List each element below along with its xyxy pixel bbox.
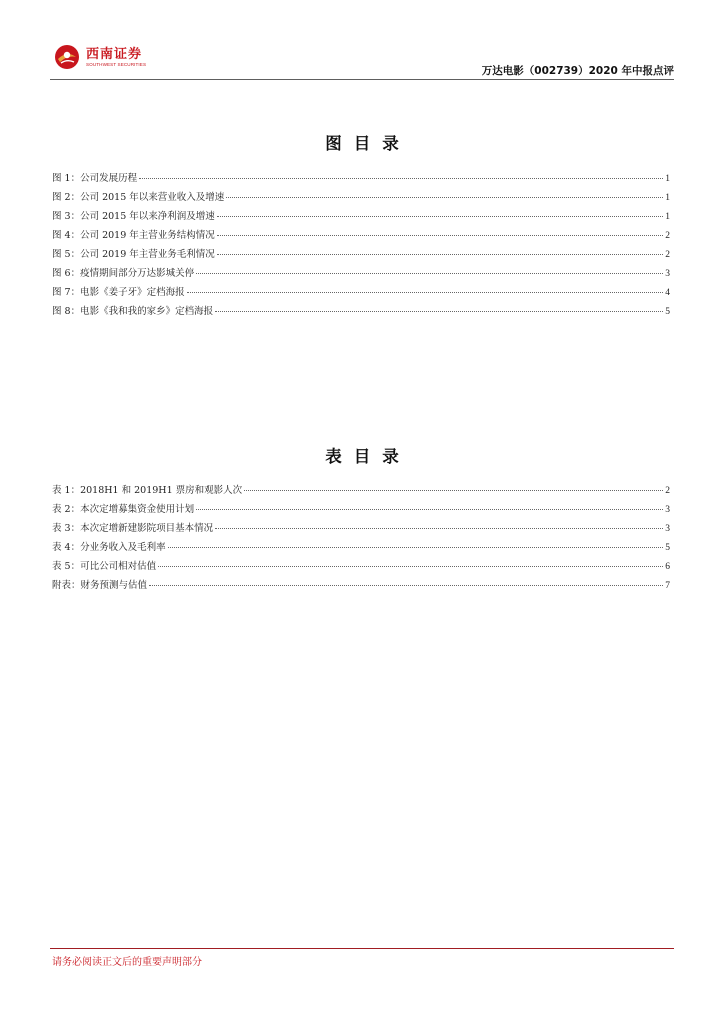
toc-entry-label: 图 2：公司 2015 年以来营业收入及增速: [52, 192, 225, 203]
toc-entry-page: 3: [665, 269, 670, 279]
logo-chinese-name: 西南证券: [86, 46, 143, 62]
toc-entry[interactable]: [52, 303, 670, 322]
toc-entry-label: 图 6：疫情期间部分万达影城关停: [52, 268, 195, 279]
toc-entry-page: 2: [665, 250, 670, 260]
footer-divider: [50, 948, 674, 949]
toc-entry[interactable]: [52, 189, 670, 208]
toc-dot-leader: [187, 292, 664, 293]
toc-entry-label: 图 4：公司 2019 年主营业务结构情况: [52, 230, 215, 241]
toc-entry-page: 2: [665, 486, 670, 496]
tables-toc-title: 表目录: [325, 447, 411, 466]
toc-entry[interactable]: [52, 577, 670, 596]
toc-entry-page: 4: [665, 288, 670, 298]
toc-dot-leader: [168, 547, 664, 548]
logo-english-name: SOUTHWEST SECURITIES: [86, 61, 147, 67]
header-divider: [50, 79, 674, 80]
toc-dot-leader: [196, 509, 663, 510]
toc-entry[interactable]: [52, 520, 670, 539]
toc-entry[interactable]: [52, 208, 670, 227]
toc-entry[interactable]: [52, 170, 670, 189]
toc-entry-page: 3: [665, 524, 670, 534]
report-header-title: 万达电影（002739）2020 年中报点评: [481, 65, 674, 77]
toc-dot-leader: [215, 311, 663, 312]
toc-dot-leader: [217, 216, 663, 217]
toc-dot-leader: [158, 566, 663, 567]
toc-entry-label: 图 7：电影《姜子牙》定档海报: [52, 287, 185, 298]
toc-dot-leader: [226, 197, 663, 198]
tables-toc-list: [52, 482, 670, 596]
footer-disclaimer: 请务必阅读正文后的重要声明部分: [52, 957, 202, 968]
toc-entry-label: 表 3：本次定增新建影院项目基本情况: [52, 523, 214, 534]
toc-entry-label: 表 2：本次定增募集资金使用计划: [52, 504, 195, 515]
toc-entry-page: 5: [665, 543, 670, 553]
toc-entry-label: 图 1：公司发展历程: [52, 173, 138, 184]
toc-dot-leader: [149, 585, 663, 586]
toc-entry[interactable]: [52, 227, 670, 246]
figures-toc-list: [52, 170, 670, 322]
toc-entry-page: 5: [665, 307, 670, 317]
toc-entry[interactable]: [52, 501, 670, 520]
toc-entry-label: 图 3：公司 2015 年以来净利润及增速: [52, 211, 215, 222]
toc-entry[interactable]: [52, 539, 670, 558]
toc-entry-label: 表 5：可比公司相对估值: [52, 561, 157, 572]
toc-entry-label: 图 5：公司 2019 年主营业务毛利情况: [52, 249, 215, 260]
toc-entry-label: 附表：财务预测与估值: [52, 580, 148, 591]
logo-emblem-icon: [54, 44, 80, 70]
figures-toc-title: 图目录: [325, 134, 411, 153]
toc-entry[interactable]: [52, 246, 670, 265]
toc-entry-page: 3: [665, 505, 670, 515]
toc-entry-label: 表 4：分业务收入及毛利率: [52, 542, 166, 553]
toc-dot-leader: [244, 490, 663, 491]
toc-dot-leader: [217, 235, 663, 236]
toc-entry[interactable]: [52, 558, 670, 577]
toc-entry[interactable]: [52, 284, 670, 303]
toc-entry-page: 6: [665, 562, 670, 572]
toc-dot-leader: [215, 528, 663, 529]
toc-entry-label: 表 1：2018H1 和 2019H1 票房和观影人次: [52, 485, 243, 496]
toc-entry[interactable]: [52, 265, 670, 284]
toc-entry-page: 1: [665, 193, 670, 203]
toc-entry-label: 图 8：电影《我和我的家乡》定档海报: [52, 306, 214, 317]
toc-entry[interactable]: [52, 482, 670, 501]
toc-dot-leader: [196, 273, 663, 274]
toc-entry-page: 7: [665, 581, 670, 591]
toc-entry-page: 2: [665, 231, 670, 241]
company-logo: [54, 44, 146, 70]
toc-dot-leader: [139, 178, 663, 179]
toc-entry-page: 1: [665, 174, 670, 184]
toc-entry-page: 1: [665, 212, 670, 222]
toc-dot-leader: [217, 254, 663, 255]
